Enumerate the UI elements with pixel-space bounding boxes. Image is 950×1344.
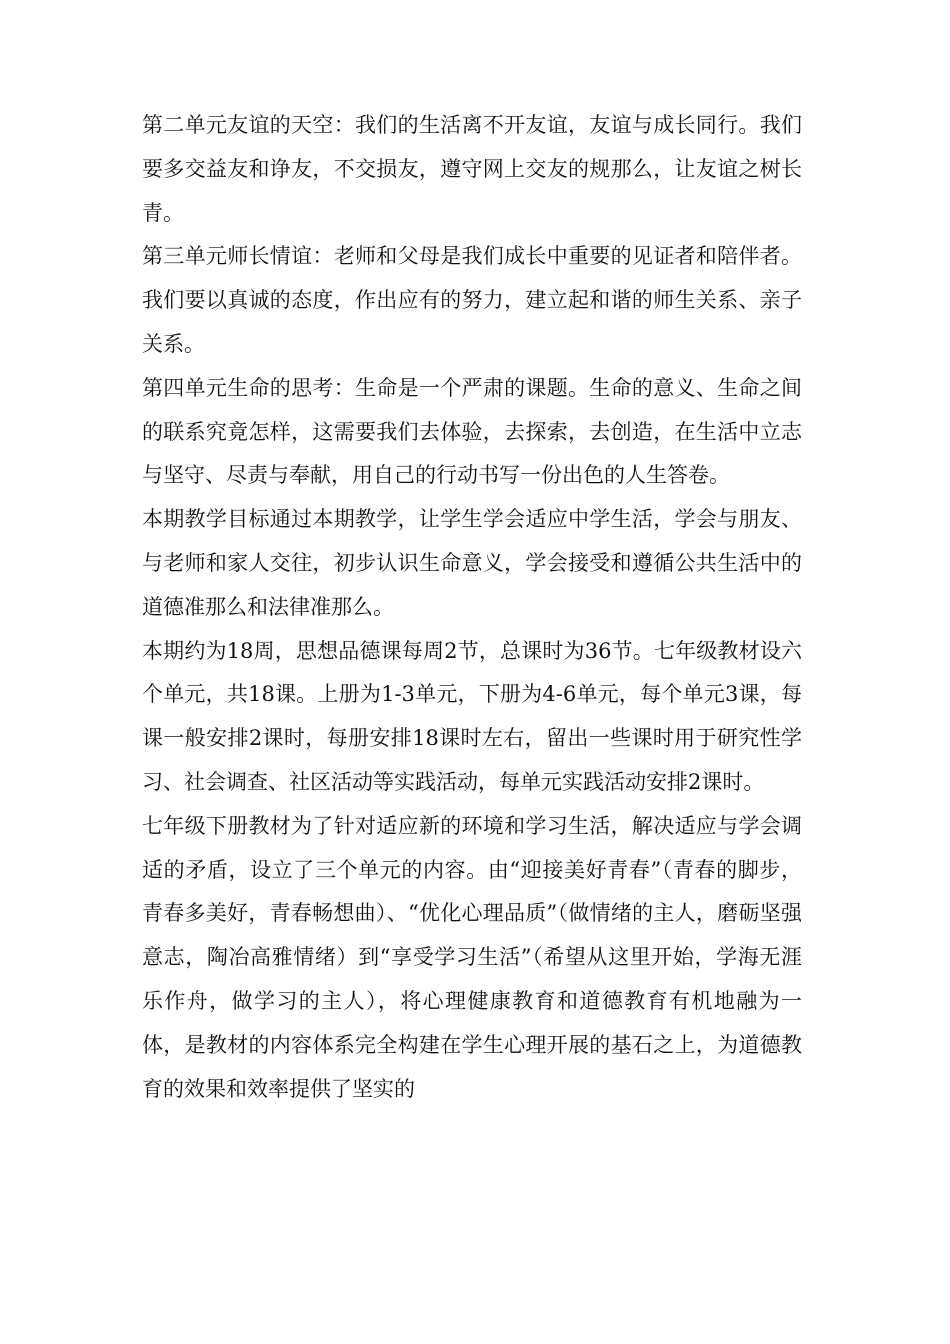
paragraph-unit-two: 第二单元友谊的天空：我们的生活离不开友谊，友谊与成长同行。我们要多交益友和诤友，不交损友，遵守网上交友的规那么，让友谊之树长青。 [142, 113, 802, 225]
paragraph-unit-four: 第四单元生命的思考：生命是一个严肃的课题。生命的意义、生命之间的联系究竟怎样，这需要我们去体验，去探索，去创造，在生活中立志与坚守、尽责与奉献，用自己的行动书写一份出色的人生答卷。 [142, 375, 802, 488]
paragraph-schedule: 本期约为18周，思想品德课每周2节，总课时为36节。七年级教材设六个单元，共18课。上册为1-3单元，下册为4-6单元，每个单元3课，每课一般安排2课时，每册安排18课时左右，留出一些课时用于研究性学习、社会调查、社区活动等实践活动，每单元实践活动安排2课时。 [142, 638, 802, 794]
paragraph-textbook-structure: 七年级下册教材为了针对适应新的环境和学习生活，解决适应与学会调适的矛盾，设立了三个单元的内容。由“迎接美好青春”（青春的脚步，青春多美好，青春畅想曲）、“优化心理品质”（做情绪的主人，磨砺坚强意志，陶冶高雅情绪）到“享受学习生活”（希望从这里开始，学海无涯乐作舟，做学习的主人），将心理健康教育和道德教育有机地融为一体，是教材的内容体系完全构建在学生心理开展的基石之上，为道德教育的效果和效率提供了坚实的 [142, 813, 802, 1101]
paragraph-teaching-goals: 本期教学目标通过本期教学，让学生学会适应中学生活，学会与朋友、与老师和家人交往，初步认识生命意义，学会接受和遵循公共生活中的道德准那么和法律准那么。 [142, 507, 802, 619]
document-body [142, 104, 802, 1111]
paragraph-unit-three: 第三单元师长情谊：老师和父母是我们成长中重要的见证者和陪伴者。我们要以真诚的态度，作出应有的努力，建立起和谐的师生关系、亲子关系。 [142, 244, 802, 356]
